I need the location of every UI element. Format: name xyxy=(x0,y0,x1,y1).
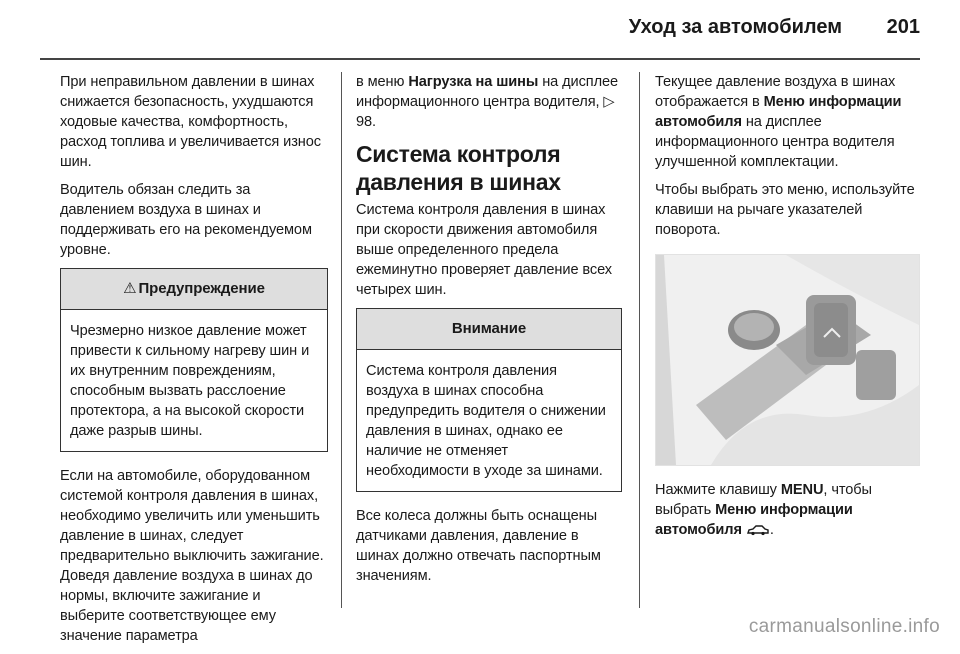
warning-title: Предупреждение xyxy=(138,280,265,297)
paragraph: Все колеса должны быть оснащены датчиками давления, давление в шинах должно отвечать паспортным значениям. xyxy=(356,508,601,584)
paragraph: При неправильном давлении в шинах снижается безопасность, ухудшаются ходовые качества, комфортность, расход топлива и увеличивается износ шин. xyxy=(60,74,321,170)
warning-text: Чрезмерно низкое давление может привести к сильному нагреву шин и их внутренним повреждениям, способным вызвать расслоение протектора, а на высокой скорости даже разрыв шины. xyxy=(70,323,310,439)
paragraph: Если на автомобиле, оборудованном системой контроля давления в шинах, необходимо увеличить или уменьшить давление в шинах, следует предварительно выключить зажигание. Доведя давление воздуха в шинах до нормы, включите зажигание и выберите соответствующее ему значение параметра xyxy=(60,468,324,644)
text-run: Текущее давление воздуха в шинах отображается в xyxy=(655,74,896,110)
paragraph: Система контроля давления в шинах при скорости движения автомобиля выше определенного предела ежеминутно проверяет давление всех четырех шин. xyxy=(356,202,612,298)
menu-name: Меню информации автомобиля xyxy=(655,502,853,538)
watermark: carmanualsonline.info xyxy=(748,616,940,637)
paragraph xyxy=(356,72,622,132)
text-run: в меню xyxy=(356,74,409,90)
text-run: , чтобы выбрать xyxy=(655,482,872,518)
column-2 xyxy=(356,72,622,594)
column-divider xyxy=(639,72,640,608)
column-1 xyxy=(60,72,328,654)
paragraph xyxy=(655,72,920,172)
menu-name: Меню информации автомобиля xyxy=(655,94,902,130)
text-run: на дисплее информационного центра водителя улучшенной комплектации. xyxy=(655,114,895,170)
paragraph: Чтобы выбрать это меню, используйте клавиши на рычаге указателей поворота. xyxy=(655,182,915,238)
paragraph: Водитель обязан следить за давлением воздуха в шинах и поддерживать его на рекомендуемом уровне. xyxy=(60,182,312,258)
text-run: . xyxy=(769,522,774,538)
warning-header xyxy=(61,269,327,310)
page-title: Уход за автомобилем xyxy=(628,16,842,38)
warning-triangle-icon: ⚠ xyxy=(123,280,137,297)
column-3 xyxy=(655,72,920,548)
text-run: на дисплее информационного центра водителя, xyxy=(356,74,619,110)
header-rule xyxy=(40,58,920,60)
page-ref: 98. xyxy=(356,114,376,130)
paragraph xyxy=(655,480,920,540)
page-header xyxy=(0,0,960,60)
page-ref-icon: ▷ xyxy=(603,94,615,110)
lever-illustration xyxy=(656,255,919,465)
turn-signal-lever-photo xyxy=(655,254,920,466)
notice-text: Система контроля давления воздуха в шинах способна предупредить водителя о снижении давления в шинах, однако ее наличие не отменяет необходимости в уходе за шинами. xyxy=(366,363,606,479)
notice-header: Внимание xyxy=(357,309,621,350)
text-run: Нажмите клавишу xyxy=(655,482,781,498)
menu-key: MENU xyxy=(780,482,824,498)
page-number: 201 xyxy=(886,16,920,38)
notice-box xyxy=(356,308,622,492)
column-divider xyxy=(341,72,342,608)
section-heading: Система контроля давления в шинах xyxy=(356,141,561,195)
menu-name: Нагрузка на шины xyxy=(408,74,539,90)
car-icon xyxy=(746,524,770,536)
warning-box xyxy=(60,268,328,452)
